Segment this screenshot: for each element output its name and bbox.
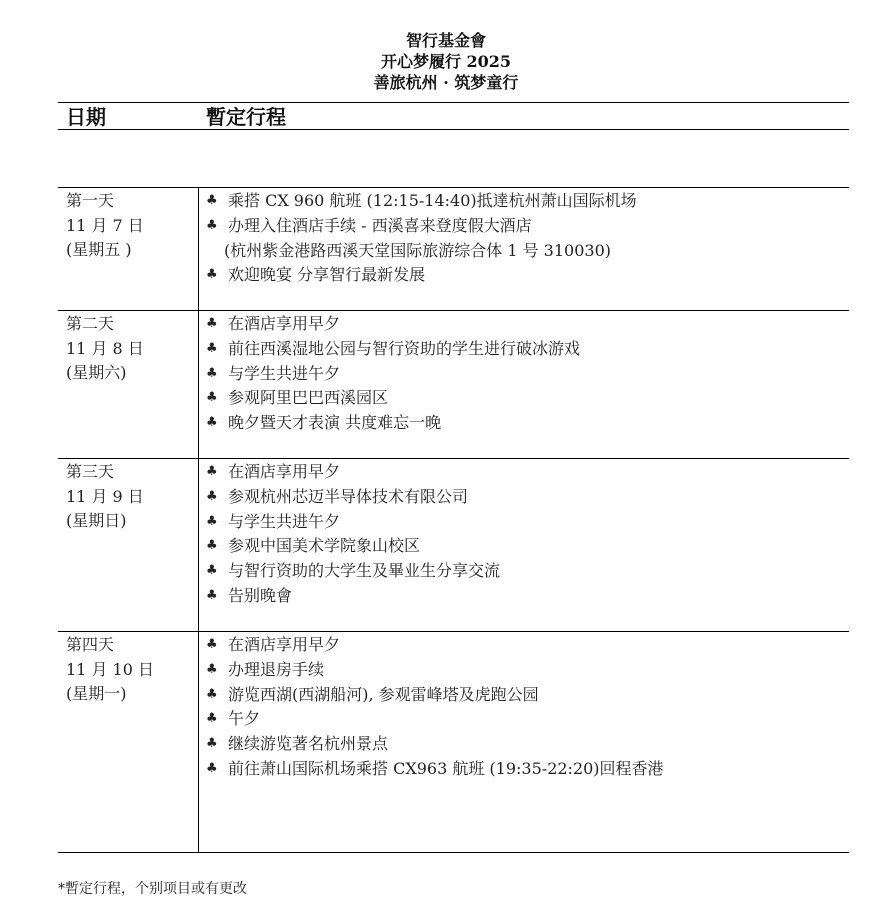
program-title: 开心梦履行 2025: [380, 52, 512, 71]
schedule-item: [206, 411, 846, 436]
schedule-item-text: (杭州紫金港路西溪天堂国际旅游综合体 1 号 310030): [224, 240, 612, 260]
day-cell: [66, 312, 196, 386]
schedule-item-text: 前往西溪湿地公园与智行资助的学生进行破冰游戏: [228, 338, 581, 358]
day-date: 11 月 8 日: [66, 338, 144, 358]
schedule-list: [206, 312, 846, 436]
schedule-item-text: 与学生共进午夕: [228, 511, 341, 531]
club-bullet-icon: ♣: [206, 637, 218, 652]
row-divider: [58, 458, 849, 459]
club-bullet-icon: ♣: [206, 686, 218, 702]
schedule-item: [206, 485, 846, 510]
row-divider: [58, 310, 849, 311]
schedule-item: [206, 732, 846, 757]
schedule-item: [206, 658, 846, 683]
schedule-item: [206, 707, 846, 732]
club-bullet-icon: ♣: [206, 267, 218, 283]
club-bullet-icon: ♣: [206, 488, 218, 504]
schedule-item-text: 与智行资助的大学生及畢业生分享交流: [228, 561, 501, 581]
schedule-item-text: 欢迎晚宴 分享智行最新发展: [228, 265, 426, 285]
program-subtitle: 善旅杭州 · 筑梦童行: [373, 73, 519, 92]
schedule-item: [206, 757, 846, 782]
club-bullet-icon: ♣: [206, 365, 218, 381]
day-weekday: (星期日): [66, 511, 127, 530]
club-bullet-icon: ♣: [206, 316, 218, 331]
club-bullet-icon: ♣: [206, 563, 218, 579]
schedule-item-text: 办理退房手续: [228, 659, 325, 679]
schedule-item-text: 与学生共进午夕: [228, 363, 341, 383]
schedule-item: [206, 386, 846, 411]
table-bottom-rule: [58, 852, 849, 853]
schedule-item-text: 参观中国美术学院象山校区: [228, 536, 421, 556]
club-bullet-icon: ♣: [206, 661, 218, 677]
schedule-item-text: 晚夕暨天才表演 共度难忘一晚: [228, 413, 442, 433]
schedule-item: [206, 337, 846, 362]
club-bullet-icon: ♣: [206, 760, 218, 776]
schedule-item-continuation: [206, 239, 846, 264]
schedule-item-text: 参观杭州芯迈半导体技术有限公司: [228, 486, 469, 506]
schedule-item: [206, 362, 846, 387]
club-bullet-icon: ♣: [206, 390, 218, 406]
schedule-item-text: 乘搭 CX 960 航班 (12:15-14:40)抵達杭州萧山国际机场: [228, 191, 637, 210]
day-cell: [66, 460, 196, 534]
schedule-item-text: 告别晚會: [228, 585, 293, 605]
schedule-item-text: 办理入住酒店手续 - 西溪喜来登度假大酒店: [228, 215, 532, 235]
row-divider: [58, 187, 849, 188]
club-bullet-icon: ♣: [206, 217, 218, 233]
schedule-item: [206, 312, 846, 337]
day-date: 11 月 7 日: [66, 215, 144, 235]
schedule-item-text: 在酒店享用早夕: [228, 462, 341, 481]
footnote: *暫定行程，个别项目或有更改: [58, 881, 247, 897]
schedule-item: [206, 534, 846, 559]
day-label: 第一天: [66, 191, 115, 210]
club-bullet-icon: ♣: [206, 587, 218, 603]
day-date: 11 月 9 日: [66, 486, 144, 506]
schedule-list: [206, 460, 846, 609]
day-label: 第二天: [66, 314, 115, 333]
day-label: 第四天: [66, 635, 115, 654]
schedule-item: [206, 510, 846, 535]
schedule-item: [206, 683, 846, 708]
column-divider: [198, 187, 199, 852]
club-bullet-icon: ♣: [206, 193, 218, 208]
row-divider: [58, 631, 849, 632]
schedule-list: [206, 189, 846, 288]
day-weekday: (星期一): [66, 684, 127, 703]
club-bullet-icon: ♣: [206, 711, 218, 727]
club-bullet-icon: ♣: [206, 415, 218, 431]
schedule-item-text: 在酒店享用早夕: [228, 314, 341, 333]
column-header-schedule: 暫定行程: [206, 105, 286, 129]
day-weekday: (星期五 ): [66, 240, 132, 259]
club-bullet-icon: ♣: [206, 538, 218, 554]
day-cell: [66, 189, 196, 263]
schedule-item: [206, 263, 846, 288]
day-label: 第三天: [66, 462, 115, 481]
club-bullet-icon: ♣: [206, 513, 218, 529]
day-weekday: (星期六): [66, 363, 127, 382]
schedule-item-text: 午夕: [228, 709, 261, 729]
schedule-item-text: 在酒店享用早夕: [228, 635, 341, 654]
org-name: 智行基金會: [405, 31, 486, 50]
table-header-rule: [58, 129, 849, 130]
club-bullet-icon: ♣: [206, 464, 218, 479]
table-top-rule: [58, 102, 849, 103]
schedule-list: [206, 633, 846, 782]
schedule-item: [206, 460, 846, 485]
schedule-item-text: 继续游览著名杭州景点: [228, 734, 389, 754]
club-bullet-icon: ♣: [206, 340, 218, 356]
day-cell: [66, 633, 196, 707]
schedule-item-text: 前往萧山国际机场乘搭 CX963 航班 (19:35-22:20)回程香港: [228, 758, 664, 778]
club-bullet-icon: ♣: [206, 736, 218, 752]
day-date: 11 月 10 日: [66, 659, 154, 679]
schedule-item: [206, 584, 846, 609]
column-header-date: 日期: [66, 105, 106, 129]
schedule-item: [206, 214, 846, 239]
schedule-item-text: 游览西湖(西湖船河), 参观雷峰塔及虎跑公园: [228, 684, 539, 704]
schedule-item: [206, 189, 846, 214]
schedule-item-text: 参观阿里巴巴西溪园区: [228, 388, 389, 408]
schedule-item: [206, 633, 846, 658]
document-header: [0, 30, 892, 93]
schedule-item: [206, 559, 846, 584]
